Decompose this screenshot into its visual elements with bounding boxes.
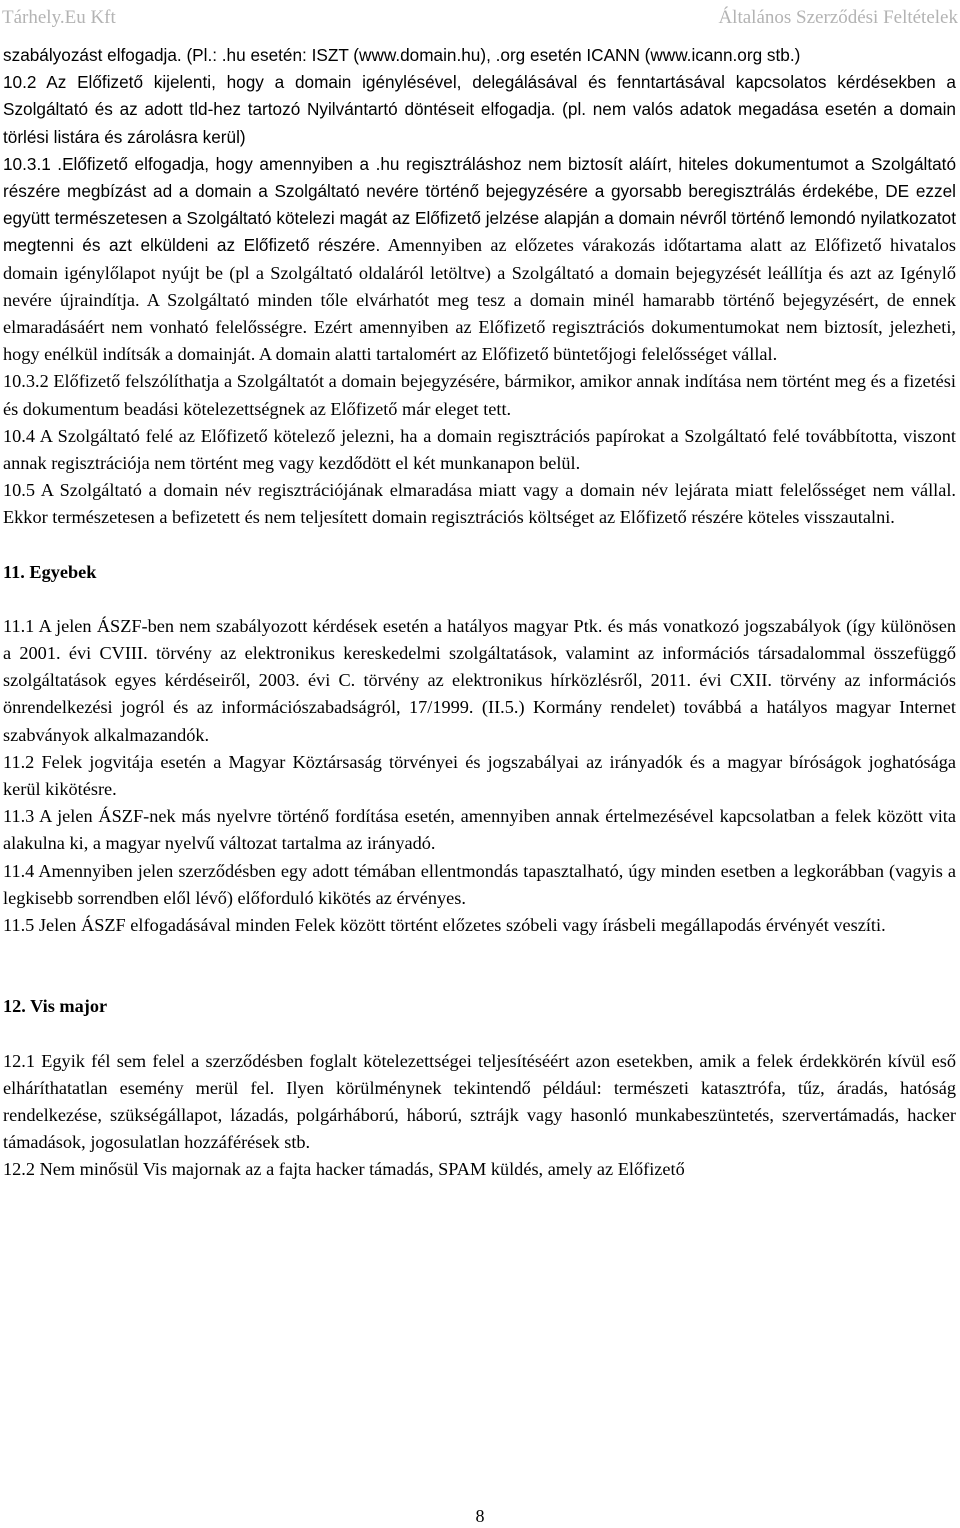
paragraph [3,477,956,531]
header-company-name: Tárhely.Eu Kft [2,7,116,28]
paragraph-text: 10.3.1 .Előfizető elfogadja, hogy amennyiben a .hu regisztráláshoz nem biztosít aláírt, hiteles dokumentumot a Szolgáltató részére megbízást ad a domain a Szolgáltató nevére történő bejegyzésére a gyorsabb beregisztrálás érdekébe, DE ezzel együtt természetesen a Szolgáltató kötelezi magát az Előfizető jelzése alapján a domain névről történő lemondó nyilatkozatot megtenni és azt elküldeni az Előfizető részére. [3,153,956,256]
section-heading: 12. Vis major [3,996,108,1017]
page-number: 8 [475,1506,485,1526]
paragraph [3,613,956,749]
paragraph [3,749,956,803]
paragraph-text: 11.1 A jelen ÁSZF-ben nem szabályozott kérdések esetén a hatályos magyar Ptk. és más vonatkozó jogszabályok (így különösen a 2001. évi CVIII. törvény az elektronikus kereskedelmi szolgáltatások, valamint az információs társadalommal összefüggő szolgáltatások egyes kérdéseiről, 2003. évi C. törvény az elektronikus hírközlésről, 2011. évi CXII. törvény az információs önrendelkezési jogról és az információszabadságról, 17/1999. (II.5.) Kormány rendelet) továbbá a hatályos magyar Internet szabványok alkalmazandók. [3,615,956,745]
paragraph-text: 12.2 Nem minősül Vis majornak az a fajta hacker támadás, SPAM küldés, amely az Előfizető [3,1159,685,1180]
paragraph-text: 11.3 A jelen ÁSZF-nek más nyelvre történő fordítása esetén, amennyiben annak értelmezésével kapcsolatban a felek között vita alakulna ki, a magyar nyelvű változat tartalma az irányadó. [3,806,956,854]
spacer [3,939,956,993]
paragraph-text: 10.4 A Szolgáltató felé az Előfizető kötelező jelezni, ha a domain regisztrációs papírokat a Szolgáltató felé továbbította, viszont annak regisztrációja nem történt meg vagy kezdődött el két munkanapon belül. [3,425,956,474]
paragraph [3,69,956,151]
paragraph [3,803,956,857]
paragraph [3,858,956,912]
paragraph [3,423,956,477]
paragraph-text: 10.3.2 Előfizető felszólíthatja a Szolgáltatót a domain bejegyzésére, bármikor, amikor annak indítása nem történt meg és a fizetési és dokumentum beadási kötelezettségnek az Előfizető már eleget tett. [3,371,956,419]
spacer [3,586,956,613]
paragraph [3,912,956,939]
spacer [3,532,956,559]
paragraph-text: 10.5 A Szolgáltató a domain név regisztrációjának elmaradása miatt vagy a domain név lejárata miatt felelősséget nem vállal. Ekkor természetesen a befizetett és nem teljesített domain regisztrációs költséget az Előfizető részére köteles visszautalni. [3,480,956,528]
spacer [3,1021,956,1048]
page-header [2,4,958,32]
paragraph-text: 11.5 Jelen ÁSZF elfogadásával minden Felek között történt előzetes szóbeli vagy írásbeli megállapodás érvényét veszíti. [3,915,886,936]
paragraph-text: 11.2 Felek jogvitája esetén a Magyar Köztársaság törvényei és jogszabályai az irányadók és a magyar bíróságok joghatósága kerül kikötésre. [3,751,956,800]
paragraph [3,42,956,69]
paragraph-text: Amennyiben az előzetes várakozás időtartama alatt az Előfizető hivatalos domain igénylőlapot nyújt be (pl a Szolgáltató oldaláról letöltve) a Szolgáltató a domain bejegyzését leállítja és azt az Igénylő nevére újraindítja. A Szolgáltató minden tőle elvárhatót meg tesz a domain minél hamarabb történő bejegyzésért, de ennek elmaradásáért nem vonható felelősségre. Ezért amennyiben az Előfizető regisztrációs dokumentumokat nem biztosít, jelezheti, hogy enélkül indítsák a domainját. A domain alatti tartalomért az Előfizető büntetőjogi felelősséget vállal. [3,235,956,365]
document-body [3,42,956,1184]
paragraph [3,368,956,422]
paragraph [3,1048,956,1157]
paragraph-text: szabályozást elfogadja. (Pl.: .hu esetén: ISZT (www.domain.hu), .org esetén ICANN (www.icann.org stb.) [3,45,801,65]
paragraph [3,151,956,369]
paragraph [3,1156,956,1183]
paragraph-text: 10.2 Az Előfizető kijelenti, hogy a domain igénylésével, delegálásával és fenntartásával kapcsolatos kérdésekben a Szolgáltató és az adott tld-hez tartozó Nyilvántartó döntéseit elfogadja. (pl. nem valós adatok megadása esetén a domain törlési listára és zárolásra kerül) [3,72,956,147]
section-heading: 11. Egyebek [3,561,97,582]
paragraph-text: 11.4 Amennyiben jelen szerződésben egy adott témában ellentmondás tapasztalható, úgy minden esetben a legkorábban (vagyis a legkisebb sorrendben elől lévő) előforduló kikötés az érvényes. [3,860,956,908]
paragraph-text: 12.1 Egyik fél sem felel a szerződésben foglalt kötelezettségei teljesítéséért azon esetekben, amik a felek érdekkörén kívül eső elháríthatatlan esemény merül fel. Ilyen körülménynek tekintendő például: természeti katasztrófa, tűz, áradás, hatóság rendelkezése, szükségállapot, lázadás, polgárháború, háború, sztrájk vagy hasonló munkabeszüntetés, szervertámadás, hacker támadások, jogosulatlan hozzáférések stb. [3,1050,956,1153]
header-document-title: Általános Szerződési Feltételek [718,7,958,28]
